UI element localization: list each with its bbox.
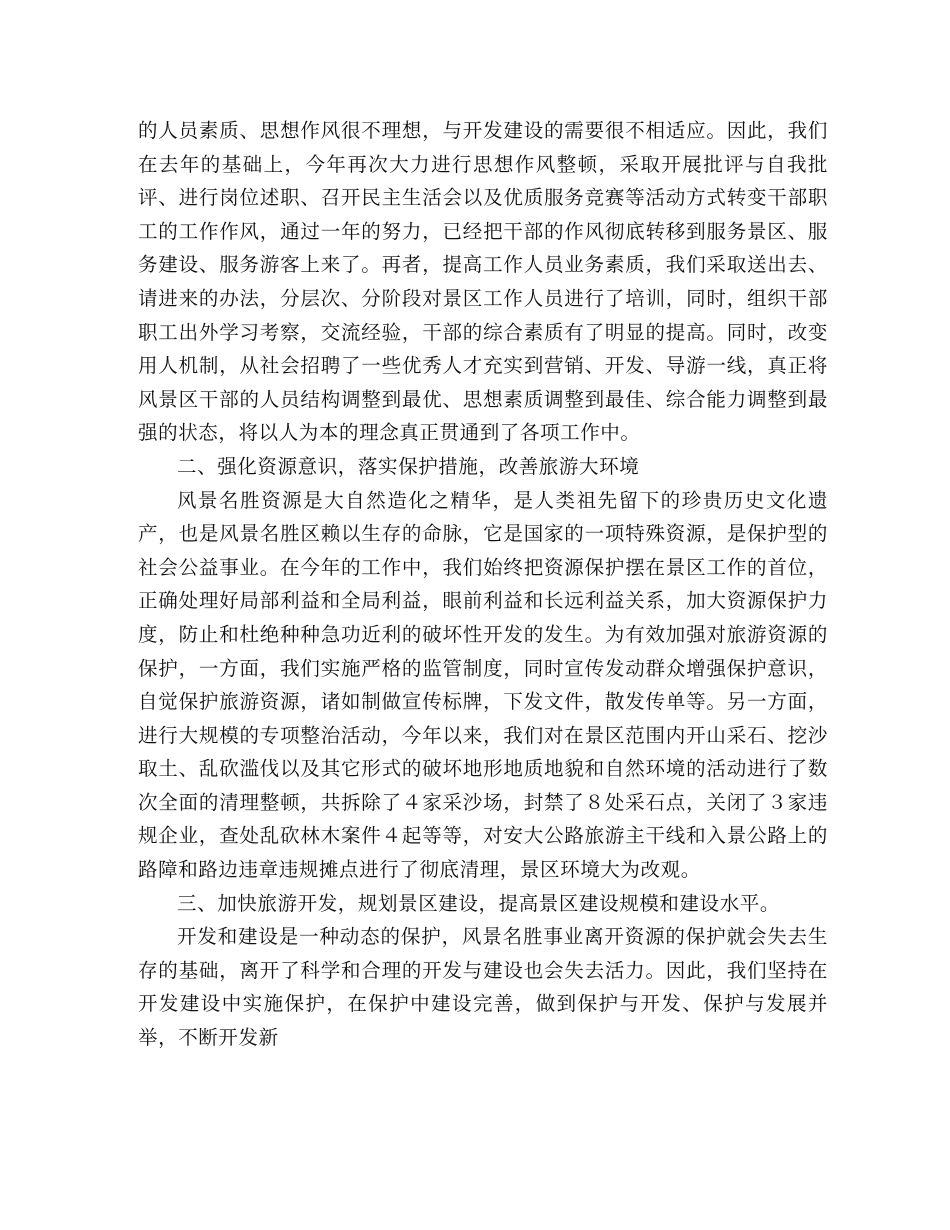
paragraph-1: 的人员素质、思想作风很不理想，与开发建设的需要很不相适应。因此，我们在去年的基础上，今年再次大力进行思想作风整顿，采取开展批评与自我批评、进行岗位述职、召开民主生活会以及优质服务竞赛等活动方式转变干部职工的工作作风，通过一年的努力，已经把干部的作风彻底转移到服务景区、服务建设、服务游客上来了。再者，提高工作人员业务素质，我们采取送出去、请进来的办法，分层次、分阶段对景区工作人员进行了培训，同时，组织干部职工出外学习考察，交流经验，干部的综合素质有了明显的提高。同时，改变用人机制，从社会招聘了一些优秀人才充实到营销、开发、导游一线，真正将风景区干部的人员结构调整到最优、思想素质调整到最佳、综合能力调整到最强的状态，将以人为本的理念真正贯通到了各项工作中。 — [138, 119, 828, 445]
section-heading-2: 二、强化资源意识，落实保护措施，改善旅游大环境 — [177, 454, 640, 478]
paragraph-3: 开发和建设是一种动态的保护，风景名胜事业离开资源的保护就会失去生存的基础，离开了科学和合理的开发与建设也会失去活力。因此，我们坚持在开发建设中实施保护，在保护中建设完善，做到保护与开发、保护与发展并举，不断开发新 — [138, 925, 828, 1050]
document-body — [138, 114, 828, 1055]
paragraph-2: 风景名胜资源是大自然造化之精华，是人类祖先留下的珍贵历史文化遗产，也是风景名胜区赖以生存的命脉，它是国家的一项特殊资源，是保护型的社会公益事业。在今年的工作中，我们始终把资源保护摆在景区工作的首位，正确处理好局部利益和全局利益，眼前利益和长远利益关系，加大资源保护力度，防止和杜绝种种急功近利的破坏性开发的发生。为有效加强对旅游资源的保护，一方面，我们实施严格的监管制度，同时宣传发动群众增强保护意识，自觉保护旅游资源，诸如制做宣传标牌，下发文件，散发传单等。另一方面，进行大规模的专项整治活动，今年以来，我们对在景区范围内开山采石、挖沙取土、乱砍滥伐以及其它形式的破坏地形地质地貌和自然环境的活动进行了数次全面的清理整顿，共拆除了４家采沙场，封禁了８处采石点，关闭了３家违规企业，查处乱砍林木案件４起等等，对安大公路旅游主干线和入景公路上的路障和路边违章违规摊点进行了彻底清理，景区环境大为改观。 — [138, 488, 828, 882]
section-heading-3: 三、加快旅游开发，规划景区建设，提高景区建设规模和建设水平。 — [177, 891, 781, 915]
